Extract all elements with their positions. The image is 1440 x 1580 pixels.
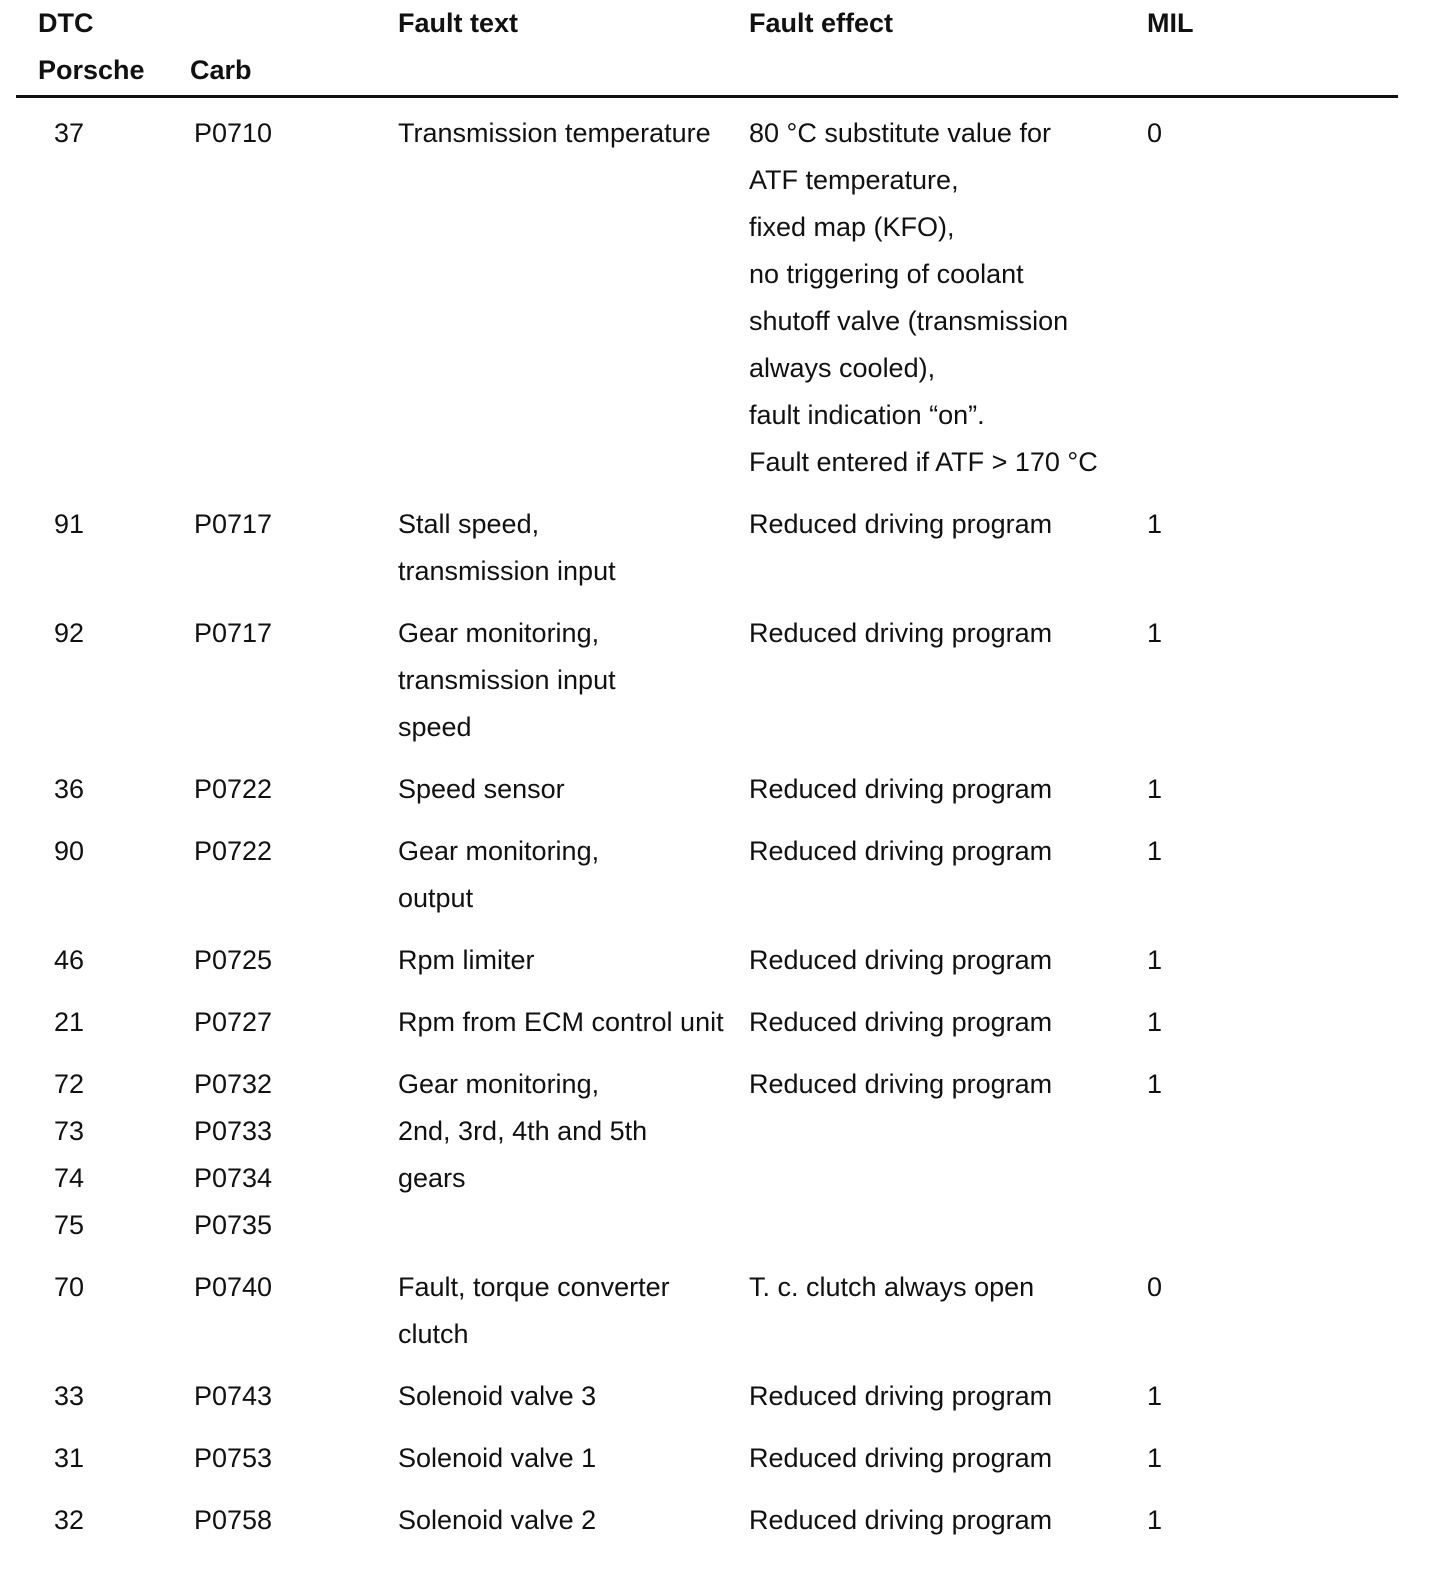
cell-fault-effect: [749, 110, 1098, 486]
cell-dtc-porsche: [54, 1435, 84, 1482]
cell-line: 33: [54, 1381, 85, 1411]
cell-fault-text: [398, 766, 565, 813]
cell-line: 37: [54, 118, 85, 148]
cell-line: P0740: [194, 1272, 273, 1302]
cell-fault-text: [398, 1264, 670, 1358]
cell-dtc-carb: [194, 501, 272, 548]
cell-dtc-porsche: [54, 610, 84, 657]
cell-line: Reduced driving program: [749, 1007, 1053, 1037]
cell-line: P0717: [194, 509, 273, 539]
table-row: [0, 828, 1440, 937]
table-row: [0, 110, 1440, 501]
cell-fault-effect: [749, 766, 1052, 813]
cell-line: 74: [54, 1163, 85, 1193]
cell-dtc-carb: [194, 828, 272, 875]
cell-line: P0758: [194, 1505, 273, 1535]
cell-line: 1: [1147, 1069, 1163, 1099]
cell-dtc-porsche: [54, 1373, 84, 1420]
table-row: [0, 1061, 1440, 1264]
cell-line: Solenoid valve 1: [398, 1443, 597, 1473]
cell-line: ATF temperature,: [749, 165, 959, 195]
cell-fault-effect: [749, 501, 1052, 548]
cell-line: 0: [1147, 1272, 1163, 1302]
cell-mil: [1147, 766, 1162, 813]
cell-line: Transmission temperature: [398, 118, 711, 148]
cell-fault-effect: [749, 999, 1052, 1046]
cell-line: 70: [54, 1272, 85, 1302]
cell-fault-effect: [749, 1373, 1052, 1420]
cell-line: 1: [1147, 1381, 1163, 1411]
table-row: [0, 1497, 1440, 1559]
cell-dtc-carb: [194, 766, 272, 813]
table-row: [0, 501, 1440, 610]
cell-line: T. c. clutch always open: [749, 1272, 1035, 1302]
table-body: [0, 110, 1440, 1559]
table-row: [0, 1435, 1440, 1497]
cell-line: 1: [1147, 774, 1163, 804]
cell-line: Fault entered if ATF > 170 °C: [749, 447, 1098, 477]
cell-line: transmission input: [398, 556, 616, 586]
cell-line: P0753: [194, 1443, 273, 1473]
cell-line: P0733: [194, 1116, 273, 1146]
cell-line: 21: [54, 1007, 85, 1037]
cell-line: always cooled),: [749, 353, 936, 383]
cell-mil: [1147, 1264, 1162, 1311]
header-carb: Carb: [190, 55, 252, 85]
cell-line: 1: [1147, 1505, 1163, 1535]
cell-mil: [1147, 1435, 1162, 1482]
cell-mil: [1147, 501, 1162, 548]
table-row: [0, 610, 1440, 766]
cell-fault-effect: [749, 1061, 1052, 1108]
cell-mil: [1147, 1497, 1162, 1544]
cell-dtc-carb: [194, 610, 272, 657]
cell-dtc-porsche: [54, 1061, 84, 1249]
cell-fault-text: [398, 828, 599, 922]
cell-line: Fault, torque converter: [398, 1272, 670, 1302]
table-row: [0, 999, 1440, 1061]
cell-fault-effect: [749, 828, 1052, 875]
cell-line: Solenoid valve 2: [398, 1505, 597, 1535]
cell-dtc-porsche: [54, 828, 84, 875]
cell-line: Reduced driving program: [749, 774, 1053, 804]
cell-line: 32: [54, 1505, 85, 1535]
cell-mil: [1147, 610, 1162, 657]
cell-line: 0: [1147, 118, 1163, 148]
cell-fault-text: [398, 937, 535, 984]
cell-line: 91: [54, 509, 85, 539]
cell-fault-text: [398, 1435, 596, 1482]
cell-line: Gear monitoring,: [398, 618, 600, 648]
cell-line: Reduced driving program: [749, 618, 1053, 648]
cell-line: 31: [54, 1443, 85, 1473]
cell-line: Speed sensor: [398, 774, 565, 804]
cell-line: Gear monitoring,: [398, 836, 600, 866]
table-row: [0, 1264, 1440, 1373]
cell-line: Solenoid valve 3: [398, 1381, 597, 1411]
cell-line: Reduced driving program: [749, 1443, 1053, 1473]
cell-dtc-carb: [194, 1373, 272, 1420]
cell-fault-text: [398, 610, 616, 751]
cell-line: P0710: [194, 118, 273, 148]
cell-mil: [1147, 937, 1162, 984]
table-header: [0, 0, 1440, 98]
cell-line: 1: [1147, 945, 1163, 975]
cell-dtc-carb: [194, 1264, 272, 1311]
table-row: [0, 937, 1440, 999]
cell-line: Stall speed,: [398, 509, 540, 539]
cell-line: 92: [54, 618, 85, 648]
cell-line: P0722: [194, 836, 273, 866]
header-mil: MIL: [1147, 8, 1194, 38]
cell-dtc-carb: [194, 1497, 272, 1544]
cell-line: no triggering of coolant: [749, 259, 1024, 289]
table-row: [0, 766, 1440, 828]
cell-fault-effect: [749, 937, 1052, 984]
cell-fault-effect: [749, 610, 1052, 657]
cell-line: P0743: [194, 1381, 273, 1411]
cell-line: 2nd, 3rd, 4th and 5th: [398, 1116, 648, 1146]
cell-line: speed: [398, 712, 472, 742]
cell-mil: [1147, 1061, 1162, 1108]
cell-line: gears: [398, 1163, 466, 1193]
cell-line: P0725: [194, 945, 273, 975]
cell-line: Reduced driving program: [749, 1505, 1053, 1535]
cell-dtc-carb: [194, 937, 272, 984]
cell-fault-text: [398, 1497, 596, 1544]
cell-dtc-porsche: [54, 1264, 84, 1311]
cell-line: 75: [54, 1210, 85, 1240]
cell-line: Rpm limiter: [398, 945, 535, 975]
cell-fault-text: [398, 1061, 647, 1202]
cell-fault-effect: [749, 1497, 1052, 1544]
cell-dtc-porsche: [54, 937, 84, 984]
cell-mil: [1147, 110, 1162, 157]
cell-line: clutch: [398, 1319, 469, 1349]
cell-dtc-carb: [194, 110, 272, 157]
cell-dtc-porsche: [54, 766, 84, 813]
cell-fault-text: [398, 501, 616, 595]
cell-line: Reduced driving program: [749, 1381, 1053, 1411]
cell-line: Rpm from ECM control unit: [398, 1007, 724, 1037]
cell-line: Reduced driving program: [749, 836, 1053, 866]
cell-line: 46: [54, 945, 85, 975]
cell-line: 1: [1147, 509, 1163, 539]
cell-mil: [1147, 1373, 1162, 1420]
cell-line: Reduced driving program: [749, 945, 1053, 975]
cell-fault-text: [398, 110, 711, 157]
cell-line: fixed map (KFO),: [749, 212, 955, 242]
cell-line: Reduced driving program: [749, 1069, 1053, 1099]
cell-line: transmission input: [398, 665, 616, 695]
cell-line: 80 °C substitute value for: [749, 118, 1051, 148]
cell-line: P0735: [194, 1210, 273, 1240]
header-divider: [16, 95, 1398, 98]
table-row: [0, 1373, 1440, 1435]
cell-fault-text: [398, 1373, 596, 1420]
cell-line: output: [398, 883, 474, 913]
header-dtc: DTC: [38, 8, 94, 38]
cell-dtc-porsche: [54, 110, 84, 157]
cell-line: 72: [54, 1069, 85, 1099]
cell-dtc-carb: [194, 1061, 272, 1249]
cell-dtc-porsche: [54, 999, 84, 1046]
cell-dtc-carb: [194, 999, 272, 1046]
header-fault-text: Fault text: [398, 8, 519, 38]
cell-line: fault indication “on”.: [749, 400, 985, 430]
cell-line: Reduced driving program: [749, 509, 1053, 539]
cell-line: shutoff valve (transmission: [749, 306, 1069, 336]
cell-dtc-carb: [194, 1435, 272, 1482]
cell-fault-effect: [749, 1435, 1052, 1482]
cell-line: P0732: [194, 1069, 273, 1099]
header-porsche: Porsche: [38, 55, 145, 85]
cell-fault-effect: [749, 1264, 1034, 1311]
cell-line: 1: [1147, 1443, 1163, 1473]
cell-line: 1: [1147, 618, 1163, 648]
cell-dtc-porsche: [54, 1497, 84, 1544]
cell-line: 73: [54, 1116, 85, 1146]
cell-line: 1: [1147, 1007, 1163, 1037]
cell-mil: [1147, 828, 1162, 875]
cell-line: P0717: [194, 618, 273, 648]
cell-dtc-porsche: [54, 501, 84, 548]
cell-line: P0722: [194, 774, 273, 804]
cell-line: 90: [54, 836, 85, 866]
cell-line: 36: [54, 774, 85, 804]
cell-fault-text: [398, 999, 724, 1046]
cell-line: 1: [1147, 836, 1163, 866]
cell-line: P0727: [194, 1007, 273, 1037]
cell-mil: [1147, 999, 1162, 1046]
header-fault-effect: Fault effect: [749, 8, 894, 38]
cell-line: Gear monitoring,: [398, 1069, 600, 1099]
cell-line: P0734: [194, 1163, 273, 1193]
